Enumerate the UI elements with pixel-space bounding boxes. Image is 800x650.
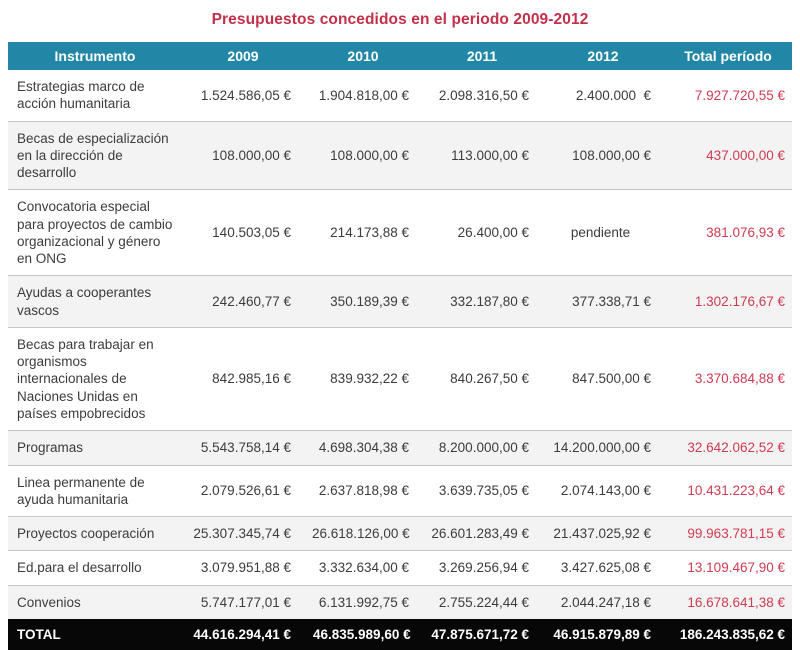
year-value-cell: 3.332.634,00 € xyxy=(304,551,422,585)
year-value-cell: 2.098.316,50 € xyxy=(438,87,529,103)
column-header-instrumento: Instrumento xyxy=(8,42,182,70)
year-value-cell: 2.074.143,00 € xyxy=(542,465,664,517)
instrument-cell: Estrategias marco de acción humanitaria xyxy=(17,79,145,112)
budget-table-page xyxy=(0,11,800,642)
table-footer xyxy=(8,619,792,650)
year-value-cell: 3.639.735,05 € xyxy=(422,465,542,517)
year-value-cell: 2.637.818,98 € xyxy=(304,465,422,517)
table-row xyxy=(8,465,792,517)
total-period-cell: 1.302.176,67 € xyxy=(664,276,792,328)
budget-table xyxy=(8,42,792,650)
year-value-cell: 140.503,05 € xyxy=(182,190,304,276)
year-value-cell: 1.524.586,05 € xyxy=(200,87,291,103)
page-title: Presupuestos concedidos en el periodo 2009-2012 xyxy=(211,11,589,28)
year-value-cell: 8.200.000,00 € xyxy=(422,431,542,465)
total-period-cell: 7.927.720,55 € xyxy=(694,87,785,103)
year-value-cell: 26.400,00 € xyxy=(422,190,542,276)
total-grand: 186.243.835,62 € xyxy=(664,619,792,650)
year-value-cell: 4.698.304,38 € xyxy=(304,431,422,465)
instrument-cell: Linea permanente de ayuda humanitaria xyxy=(8,465,182,517)
instrument-cell: Ayudas a cooperantes vascos xyxy=(8,276,182,328)
instrument-cell: Convocatoria especial para proyectos de cambio organizacional y género en ONG xyxy=(8,190,182,276)
instrument-cell: Becas para trabajar en organismos internacionales de Naciones Unidas en países empobrecidos xyxy=(8,327,182,430)
table-row xyxy=(8,551,792,585)
year-value-cell: 108.000,00 € xyxy=(542,121,664,190)
year-value-cell: 842.985,16 € xyxy=(182,327,304,430)
table-row xyxy=(8,431,792,465)
year-value-cell: 5.747.177,01 € xyxy=(182,585,304,619)
year-value-cell: 3.269.256,94 € xyxy=(422,551,542,585)
year-value-cell: 108.000,00 € xyxy=(304,121,422,190)
instrument-cell: Ed.para el desarrollo xyxy=(8,551,182,585)
year-value-cell: 2.044.247,18 € xyxy=(542,585,664,619)
year-value-cell: 26.618.126,00 € xyxy=(304,517,422,551)
instrument-cell: Becas de especialización en la dirección de desarrollo xyxy=(8,121,182,190)
total-2012: 46.915.879,89 € xyxy=(542,619,664,650)
table-row xyxy=(8,327,792,430)
total-period-cell: 99.963.781,15 € xyxy=(664,517,792,551)
total-period-cell: 437.000,00 € xyxy=(664,121,792,190)
total-row xyxy=(8,619,792,650)
total-period-cell: 10.431.223,64 € xyxy=(664,465,792,517)
table-row xyxy=(8,517,792,551)
total-period-cell: 13.109.467,90 € xyxy=(664,551,792,585)
total-2011: 47.875.671,72 € xyxy=(422,619,542,650)
header-row xyxy=(8,42,792,70)
year-value-cell: 25.307.345,74 € xyxy=(182,517,304,551)
table-row xyxy=(8,276,792,328)
table-body xyxy=(8,70,792,619)
total-label: TOTAL xyxy=(8,619,182,650)
year-value-cell: 2.400.000 € xyxy=(575,87,651,103)
year-value-cell: 26.601.283,49 € xyxy=(422,517,542,551)
table-header xyxy=(8,42,792,70)
table-row xyxy=(8,190,792,276)
total-period-cell: 32.642.062,52 € xyxy=(664,431,792,465)
table-row xyxy=(8,585,792,619)
total-2009: 44.616.294,41 € xyxy=(182,619,304,650)
year-value-cell: 2.755.224,44 € xyxy=(422,585,542,619)
table-row xyxy=(8,70,792,121)
total-period-cell: 381.076,93 € xyxy=(664,190,792,276)
year-value-cell: 5.543.758,14 € xyxy=(182,431,304,465)
year-value-cell: 242.460,77 € xyxy=(182,276,304,328)
year-value-cell: 847.500,00 € xyxy=(542,327,664,430)
year-value-cell: 14.200.000,00 € xyxy=(542,431,664,465)
table-row xyxy=(8,121,792,190)
year-value-cell: 840.267,50 € xyxy=(422,327,542,430)
instrument-cell: Programas xyxy=(8,431,182,465)
instrument-cell: Convenios xyxy=(8,585,182,619)
column-header-2009: 2009 xyxy=(182,42,304,70)
total-period-cell: 16.678.641,38 € xyxy=(664,585,792,619)
year-value-cell: 214.173,88 € xyxy=(304,190,422,276)
year-value-cell: 113.000,00 € xyxy=(422,121,542,190)
year-value-cell: 3.427.625,08 € xyxy=(542,551,664,585)
year-value-cell: 6.131.992,75 € xyxy=(304,585,422,619)
column-header-2010: 2010 xyxy=(304,42,422,70)
year-value-cell: 839.932,22 € xyxy=(304,327,422,430)
total-2010: 46.835.989,60 € xyxy=(304,619,422,650)
total-period-cell: 3.370.684,88 € xyxy=(664,327,792,430)
column-header-total-periodo: Total período xyxy=(664,42,792,70)
year-value-cell: 1.904.818,00 € xyxy=(318,87,409,103)
column-header-2012: 2012 xyxy=(542,42,664,70)
column-header-2011: 2011 xyxy=(422,42,542,70)
year-value-cell: 350.189,39 € xyxy=(304,276,422,328)
year-value-cell: 3.079.951,88 € xyxy=(182,551,304,585)
year-value-cell: 332.187,80 € xyxy=(422,276,542,328)
year-value-cell: 21.437.025,92 € xyxy=(542,517,664,551)
year-value-cell: pendiente xyxy=(542,190,664,276)
year-value-cell: 108.000,00 € xyxy=(182,121,304,190)
year-value-cell: 2.079.526,61 € xyxy=(182,465,304,517)
year-value-cell: 377.338,71 € xyxy=(542,276,664,328)
instrument-cell: Proyectos cooperación xyxy=(8,517,182,551)
